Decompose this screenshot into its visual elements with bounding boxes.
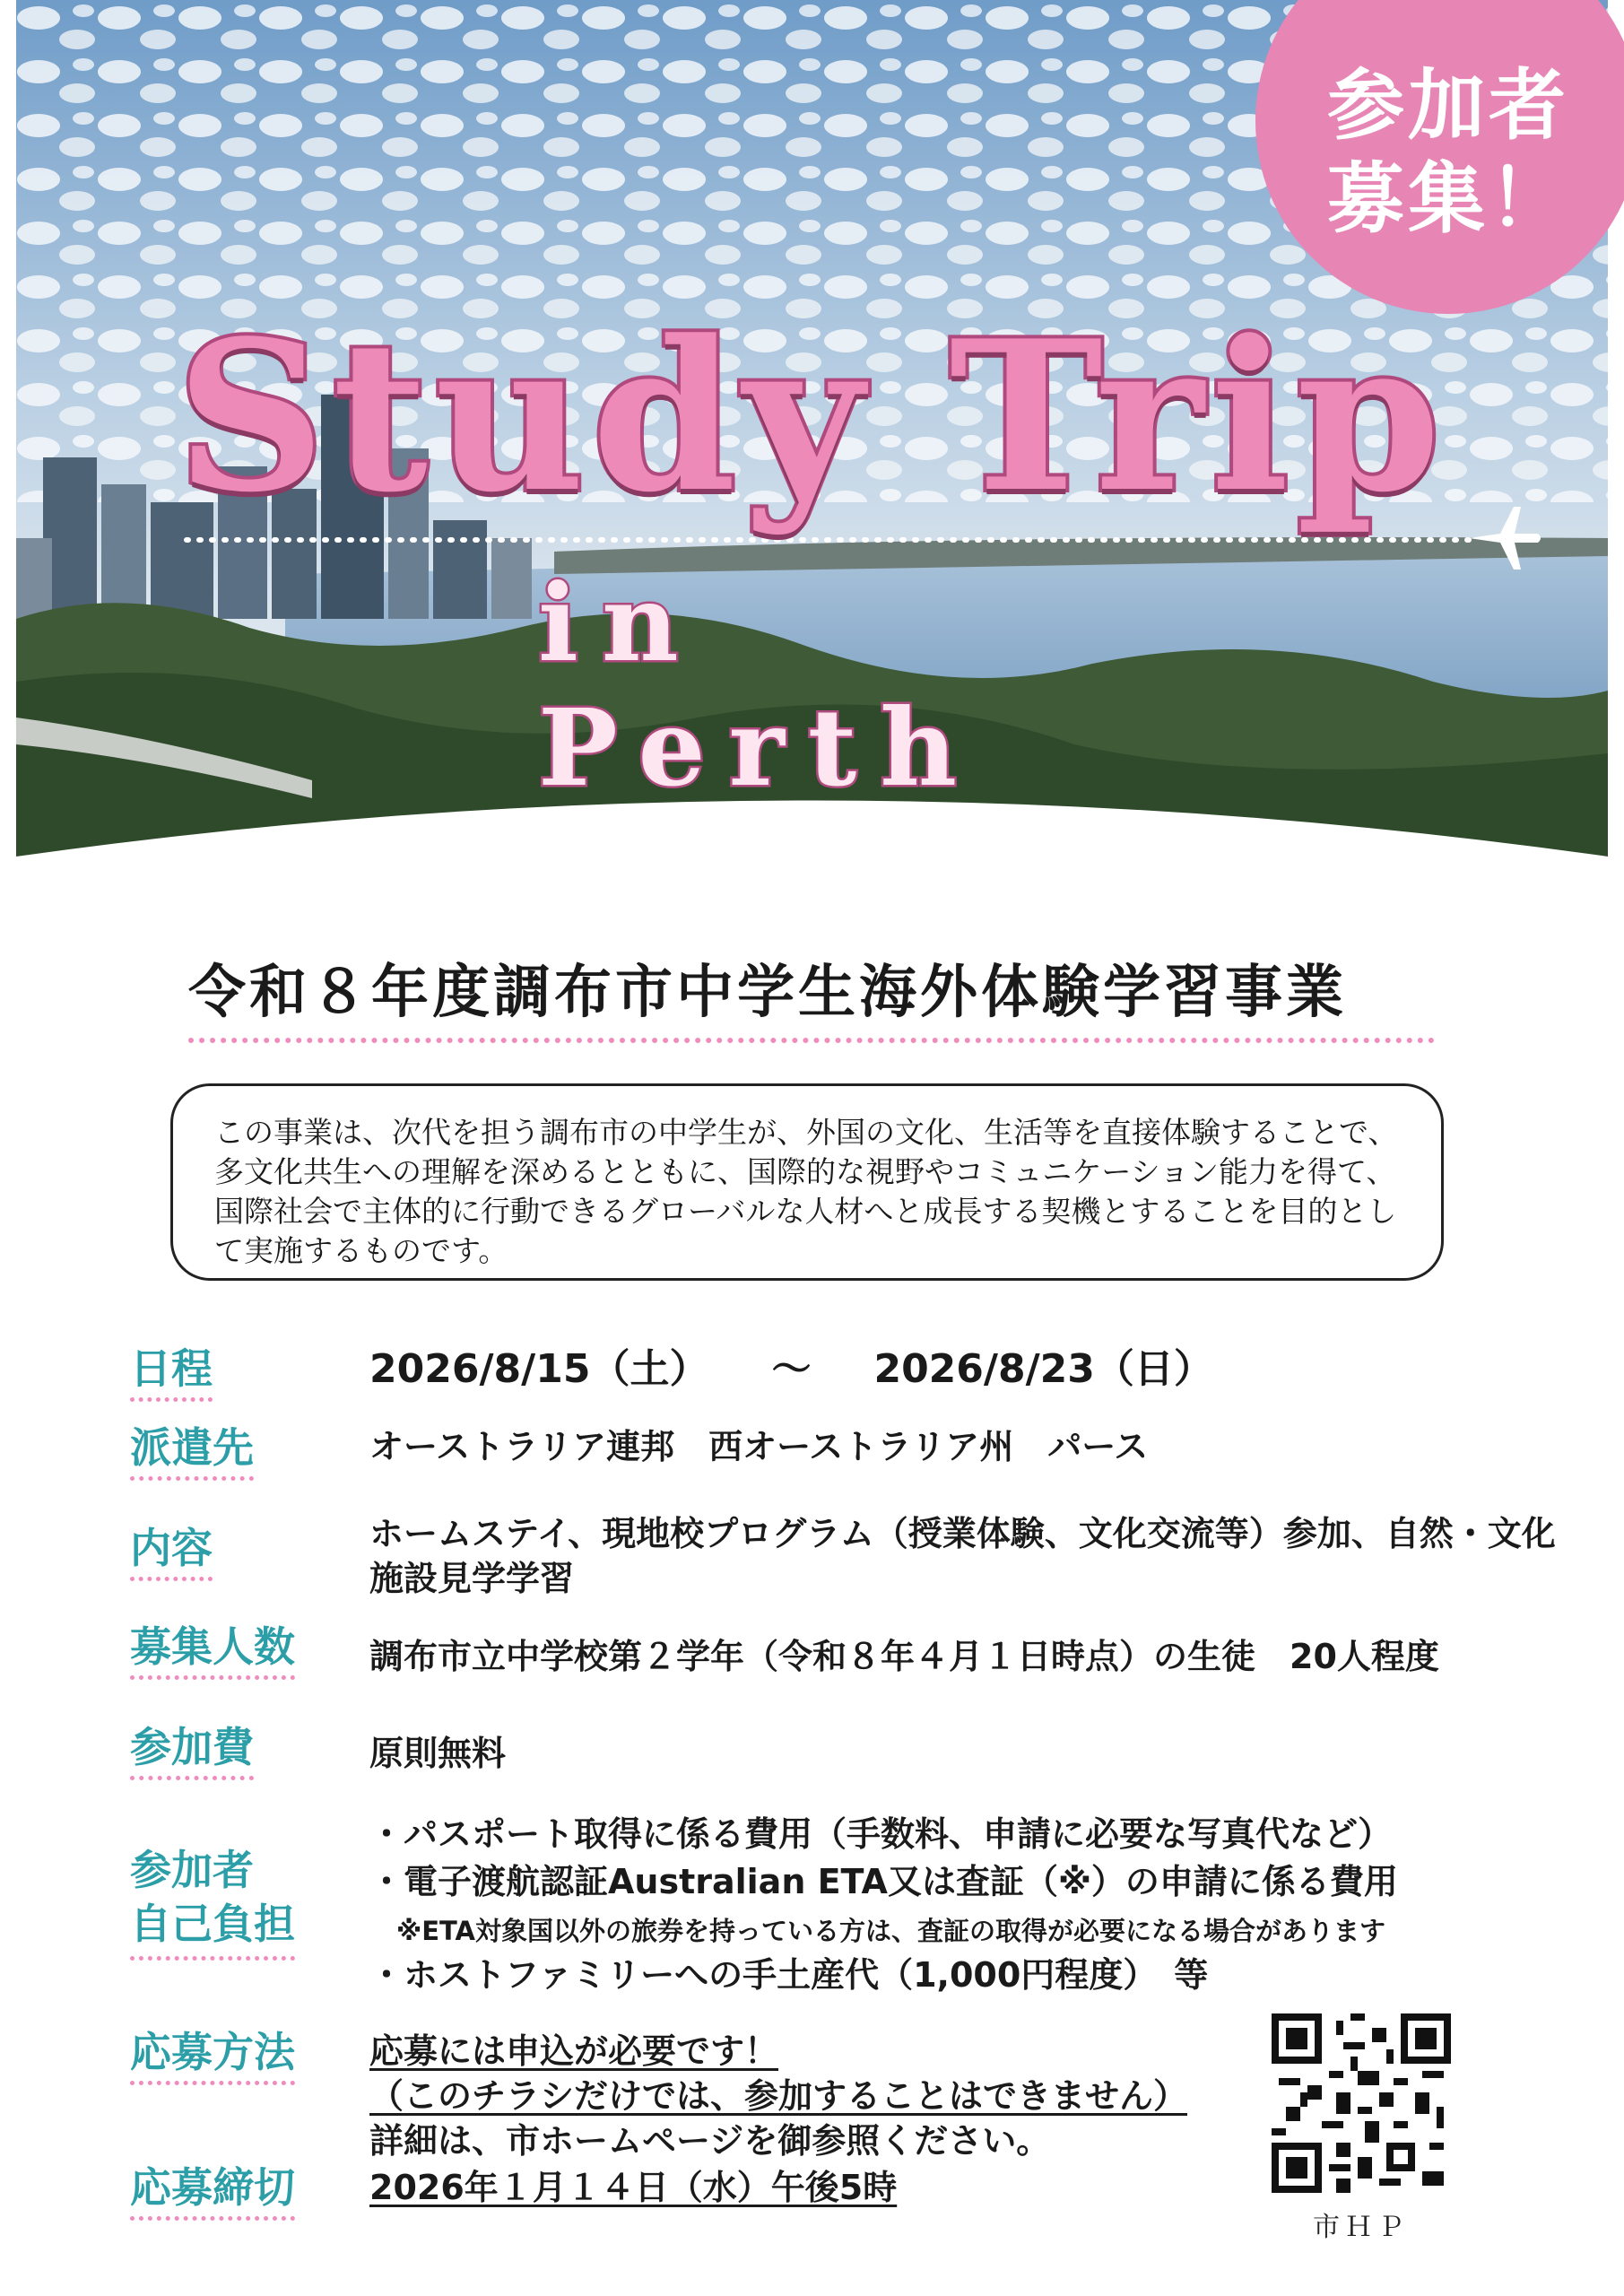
recruit-value: 調布市立中学校第２学年（令和８年４月１日時点）の生徒 20人程度 <box>369 1637 1439 1676</box>
apply-line1-text: 応募には申込が必要です！ <box>369 2031 779 2071</box>
hero-subtitle: in Perth <box>538 561 981 810</box>
self-pay-item2: ・電子渡航認証Australian ETA又は査証（※）の申請に係る費用 <box>369 1862 1398 1901</box>
label-self-pay-line1: 参加者 <box>130 1846 254 1894</box>
intro-box <box>170 1083 1444 1281</box>
label-recruit: 募集人数 <box>130 1623 295 1680</box>
label-apply: 応募方法 <box>130 2029 295 2085</box>
schedule-value <box>369 1347 1576 1392</box>
deadline-text: 2026年１月１４日（水）午後5時 <box>369 2168 898 2207</box>
destination-value: オーストラリア連邦 西オーストラリア州 パース <box>369 1427 1149 1466</box>
schedule-sep: ～ <box>771 1346 812 1392</box>
label-schedule: 日程 <box>130 1345 213 1402</box>
self-pay-item3: ・ホストファミリーへの手土産代（1,000円程度） 等 <box>369 1955 1209 1995</box>
self-pay-note: ※ETA対象国以外の旅券を持っている方は、査証の取得が必要になる場合があります <box>396 1916 1385 1946</box>
self-pay-item1: ・パスポート取得に係る費用（手数料、申請に必要な写真代など） <box>369 1814 1393 1854</box>
apply-line3: 詳細は、市ホームページを御参照ください。 <box>369 2121 1051 2161</box>
qr-code[interactable] <box>1272 2013 1451 2193</box>
schedule-end: 2026/8/23（日） <box>873 1346 1213 1392</box>
label-deadline: 応募締切 <box>130 2164 295 2221</box>
badge-line1: 参加者 <box>1327 61 1569 151</box>
label-self-pay-line2: 自己負担 <box>130 1900 295 1948</box>
label-fee: 参加費 <box>130 1724 254 1780</box>
hero-title: Study Trip <box>176 296 1448 538</box>
apply-line2-text: （このチラシだけでは、参加することはできません） <box>369 2076 1188 2116</box>
intro-text: この事業は、次代を担う調布市の中学生が、外国の文化、生活等を直接体験することで、多文化共生への理解を深めるとともに、国際的な視野やコミュニケーション能力を得て、国際社会で主体的に行動できるグローバルな人材へと成長する契機とすることを目的として実施するものです。 <box>214 1115 1398 1268</box>
event-title: 令和８年度調布市中学生海外体験学習事業 <box>188 946 1435 1043</box>
content-value: ホームステイ、現地校プログラム（授業体験、文化交流等）参加、自然・文化施設見学学習 <box>369 1514 1556 1598</box>
schedule-start: 2026/8/15（土） <box>369 1346 709 1392</box>
label-content: 内容 <box>130 1525 213 1581</box>
badge-line2: 募集！ <box>1327 154 1569 244</box>
fee-value: 原則無料 <box>369 1734 507 1773</box>
label-destination: 派遣先 <box>130 1424 254 1481</box>
label-self-pay <box>130 1843 295 1961</box>
qr-caption: 市ＨＰ <box>1313 2212 1410 2243</box>
